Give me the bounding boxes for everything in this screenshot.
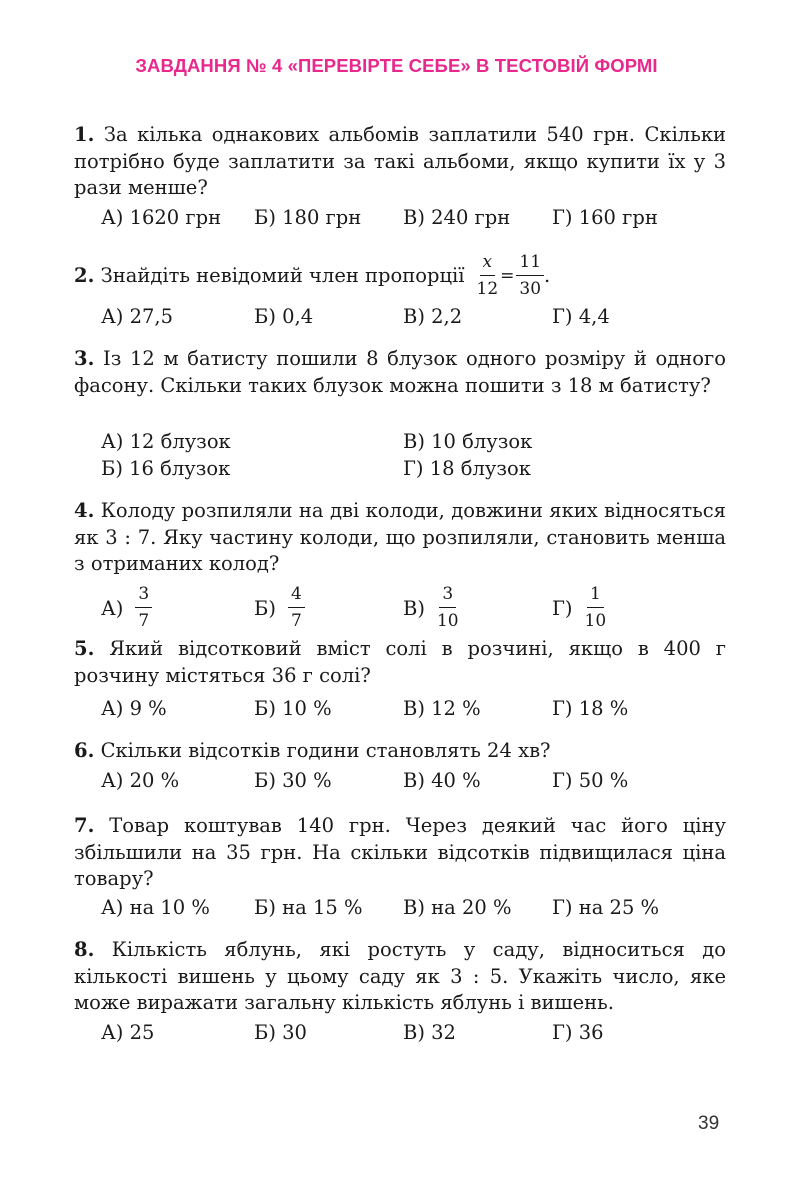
option-v: В) $\frac{3}{10}$ [403,584,459,631]
equals-sign: = [500,265,515,286]
options-8 [101,1021,741,1049]
question-number: 4. [74,499,95,522]
option-g: Г) 18 % [552,697,629,720]
option-g: Г) 160 грн [552,206,658,229]
question-text: Колоду розпиляли на дві колоди, довжини яких відносяться як 3 : 7. Яку частину колоди, що розпиляли, становить менша з отриманих колод? [74,499,726,575]
question-number: 2. [74,263,95,287]
option-g: Г) 18 блузок [403,457,531,480]
question-4 [74,498,726,578]
option-b: Б) 10 % [254,697,332,720]
question-8 [74,937,726,1017]
option-g: Г) $\frac{1}{10}$ [552,584,607,631]
option-g: Г) 36 [552,1021,604,1044]
option-a: А) 1620 грн [101,206,222,229]
option-g: Г) на 25 % [552,896,660,919]
option-a: А) 9 % [101,697,167,720]
question-text: Скільки відсотків години становлять 24 хв? [100,739,551,762]
options-4 [101,580,741,636]
question-number: 8. [74,938,95,961]
fraction: $\frac{3}{7}$ [135,586,152,630]
question-text: Який відсотковий вміст солі в розчині, якщо в 400 г розчину містяться 36 г солі? [74,637,727,687]
option-v: В) 2,2 [403,305,463,328]
option-v: В) 10 блузок [403,430,533,453]
question-1 [74,122,726,202]
question-number: 1. [74,123,95,146]
option-v: В) 32 [403,1021,456,1044]
question-text: Знайдіть невідомий член пропорції [100,263,465,287]
option-v: В) 40 % [403,769,481,792]
option-a: А) 12 блузок [101,430,231,453]
option-b: Б) $\frac{4}{7}$ [254,580,305,636]
question-6 [74,738,726,765]
page-number: 39 [698,1113,720,1134]
fraction: $\frac{4}{7}$ [288,586,305,630]
option-b: Б) 180 грн [254,206,362,229]
question-2 [74,248,726,304]
fraction-left: $\frac{x}{12}$ [476,252,499,299]
option-a: А) 20 % [101,769,180,792]
option-a: А) 25 [101,1021,155,1044]
options-7 [101,896,741,924]
page-title: ЗАВДАННЯ № 4 «ПЕРЕВІРТЕ СЕБЕ» В ТЕСТОВІЙ ФОРМІ [135,55,658,76]
option-g: Г) 4,4 [552,305,610,328]
question-5 [74,636,726,689]
option-b: Б) 16 блузок [101,457,231,480]
fraction-right: $\frac{11}{30}$ [516,254,544,298]
options-1 [101,206,741,234]
option-b: Б) 30 [254,1021,307,1044]
option-v: В) на 20 % [403,896,512,919]
option-g: Г) 50 % [552,769,629,792]
option-b: Б) 30 % [254,769,332,792]
question-3 [74,346,726,399]
option-v: В) 12 % [403,697,481,720]
question-number: 5. [74,637,95,660]
question-text: Із 12 м батисту пошили 8 блузок одного розміру й одного фасону. Скільки таких блузок можна пошити з 18 м батисту? [74,347,726,397]
option-b: Б) 0,4 [254,305,314,328]
fraction: $\frac{1}{10}$ [584,584,607,631]
question-number: 6. [74,739,95,762]
option-a: А) на 10 % [101,896,210,919]
question-text: Товар коштував 140 грн. Через деякий час його ціну збільшили на 35 грн. На скільки відсотків підвищилася ціна товару? [74,814,726,890]
option-a: А) $\frac{3}{7}$ [101,580,152,636]
options-6 [101,769,741,797]
fraction: $\frac{3}{10}$ [436,584,459,631]
option-a: А) 27,5 [101,305,173,328]
options-2 [101,305,741,333]
options-5 [101,697,741,725]
question-number: 3. [74,347,95,370]
option-v: В) 240 грн [403,206,511,229]
question-text: Кількість яблунь, які ростуть у саду, відноситься до кількості вишень у цьому саду як 3 : 5. Укажіть число, яке може виражати загальну кількість яблунь і вишень. [74,938,726,1014]
option-b: Б) на 15 % [254,896,363,919]
question-number: 7. [74,814,95,837]
question-7 [74,813,726,893]
question-text: За кілька однакових альбомів заплатили 540 грн. Скільки потрібно буде заплатити за такі альбоми, якщо купити їх у 3 рази менше? [74,123,726,199]
question-end: . [544,263,551,287]
